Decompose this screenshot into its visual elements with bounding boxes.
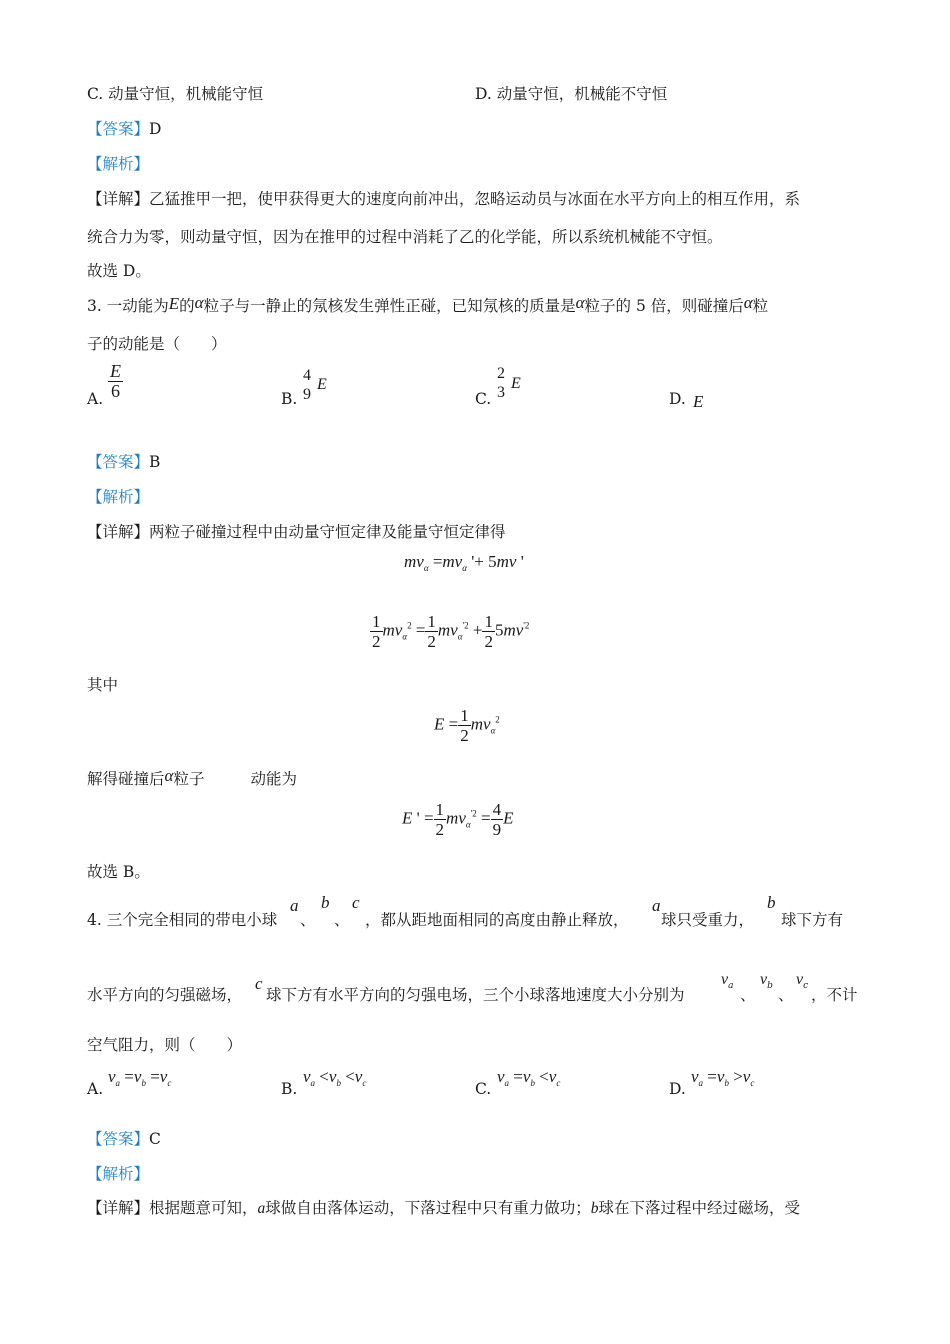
velocity-symbols: $v_a$ xyxy=(721,971,734,991)
kinetic-energy-equation: E = $\frac{1}{2}$ $mv_\alpha^2$ xyxy=(434,706,500,745)
answer-tag: 【答案】 xyxy=(87,1130,150,1148)
detail-line-2: 统合力为零，则动量守恒，因为在推甲的过程中消耗了乙的化学能，所以系统机械能不守恒。 xyxy=(87,228,723,246)
detail-line xyxy=(87,520,506,542)
solve-text: 粒子 xyxy=(173,770,205,788)
solve-line xyxy=(87,766,297,789)
option-b-label: B. xyxy=(281,1080,298,1098)
question-4-stem: 4. 三个完全相同的带电小球 xyxy=(87,911,278,929)
numerator: E xyxy=(110,361,121,381)
answer-line xyxy=(87,117,161,139)
analysis-tag: 【解析】 xyxy=(87,1165,150,1183)
answer-tag: 【答案】 xyxy=(87,453,150,471)
stem-text: 3. 一动能为 xyxy=(87,297,169,315)
question-4-stem-cont: ，都从距地面相同的高度由静止释放， xyxy=(365,911,629,929)
symbol-b: b xyxy=(321,893,330,912)
stem-text: 粒 xyxy=(752,297,769,315)
symbol-a: a xyxy=(652,896,661,915)
option-b-label: B. xyxy=(281,390,298,408)
denominator: 6 xyxy=(111,381,120,401)
numerator: 4 xyxy=(303,367,311,384)
option-d-symbol: E xyxy=(693,392,704,411)
denominator: 3 xyxy=(497,384,505,401)
question-4-line2: 水平方向的匀强磁场， xyxy=(87,986,243,1004)
analysis-tag: 【解析】 xyxy=(87,155,150,173)
separator: 、 xyxy=(778,986,794,1004)
answer-line xyxy=(87,1127,161,1149)
option-c-formula: $v_a =v_b <v_c$ xyxy=(497,1067,561,1088)
symbol-b: b xyxy=(590,1200,599,1217)
symbol-alpha: α xyxy=(164,766,174,785)
option-b-symbol: E xyxy=(317,376,327,393)
conclusion: 故选 B。 xyxy=(87,863,150,881)
option-b-formula: $v_a <v_b <v_c$ xyxy=(303,1067,367,1088)
option-c: C. 动量守恒，机械能守恒 xyxy=(87,85,264,103)
stem-text: 粒子与一静止的氖核发生弹性正碰，已知氖核的质量是 xyxy=(203,297,576,315)
answer-value: B xyxy=(149,453,161,471)
answer-line xyxy=(87,450,160,472)
stem-text: 粒子的 5 倍，则碰撞后 xyxy=(584,297,744,315)
question-4-line2-cont: 球下方有水平方向的匀强电场，三个小球落地速度大小分别为 xyxy=(266,986,685,1004)
option-c-label: C. xyxy=(475,1080,492,1098)
option-a-label: A. xyxy=(87,390,104,408)
answer-tag: 【答案】 xyxy=(87,120,150,138)
stem-text: 的 xyxy=(179,297,195,315)
question-4-stem-cont: 球只受重力， xyxy=(661,911,755,929)
symbol-c: c xyxy=(255,974,263,993)
symbol-a: a xyxy=(257,1200,266,1217)
question-3-stem-line2: 子的动能是（ ） xyxy=(87,335,227,353)
answer-value: C xyxy=(149,1130,161,1148)
option-c-fraction xyxy=(495,364,507,402)
detail-text: 乙猛推甲一把，使甲获得更大的速度向前冲出，忽略运动员与冰面在水平方向上的相互作用，系 xyxy=(149,190,801,208)
result-equation: E ' = $\frac{1}{2}$ $mv_\alpha^{'2}$ = $\frac{4}{9}$ E xyxy=(402,800,514,839)
option-a-fraction xyxy=(108,362,123,401)
symbol-b: b xyxy=(767,893,776,912)
numerator: 2 xyxy=(497,365,505,382)
detail-text: 球在下落过程中经过磁场，受 xyxy=(598,1199,801,1217)
symbol-alpha: α xyxy=(575,293,585,312)
denominator: 9 xyxy=(303,386,311,403)
question-3-stem xyxy=(87,293,768,316)
detail-tag: 【详解】 xyxy=(87,190,150,208)
solve-text: 解得碰撞后 xyxy=(87,770,165,788)
momentum-equation: $mv_\alpha =mv_\alpha$ '+ 5mv ' xyxy=(404,552,524,573)
option-c-symbol: E xyxy=(511,375,521,392)
question-4-stem-cont: 球下方有 xyxy=(781,911,844,929)
symbol-a: a xyxy=(290,896,299,915)
analysis-tag: 【解析】 xyxy=(87,488,150,506)
among-text: 其中 xyxy=(87,676,119,694)
conclusion: 故选 D。 xyxy=(87,262,151,280)
detail-text: 根据题意可知， xyxy=(149,1199,258,1217)
detail-line xyxy=(87,1196,800,1218)
detail-text: 球做自由落体运动，下落过程中只有重力做功； xyxy=(265,1199,591,1217)
detail-tag: 【详解】 xyxy=(87,1199,150,1217)
detail-tag: 【详解】 xyxy=(87,523,150,541)
option-b-fraction xyxy=(301,366,313,404)
option-d-label: D. xyxy=(669,1080,686,1098)
question-4-line2-cont: ，不计 xyxy=(811,986,858,1004)
solve-text: 动能为 xyxy=(250,770,297,788)
detail-text: 两粒子碰撞过程中由动量守恒定律及能量守恒定律得 xyxy=(149,523,506,541)
option-d-label: D. xyxy=(669,390,686,408)
answer-value: D xyxy=(149,120,162,138)
symbol-alpha: α xyxy=(194,293,204,312)
velocity-symbols: $v_c$ xyxy=(796,971,809,991)
option-d-formula: $v_a =v_b >v_c$ xyxy=(691,1067,755,1088)
symbol-c: c xyxy=(352,893,360,912)
energy-equation: $\frac{1}{2}$ $mv_\alpha^2$ = $\frac{1}{2}$ $mv_\alpha^{'2}$ + $\frac{1}{2}$ $5mv^{'2}$ xyxy=(372,612,530,651)
option-d: D. 动量守恒，机械能不守恒 xyxy=(475,85,668,103)
option-a-formula: $v_a =v_b =v_c$ xyxy=(108,1067,172,1088)
separator: 、 xyxy=(740,986,756,1004)
symbol-E: E xyxy=(168,294,180,313)
question-4-line3: 空气阻力，则（ ） xyxy=(87,1036,243,1054)
detail-line-1 xyxy=(87,187,800,209)
separator: 、 xyxy=(300,911,316,929)
option-a-label: A. xyxy=(87,1080,104,1098)
option-c-label: C. xyxy=(475,390,492,408)
velocity-symbols: $v_b$ xyxy=(760,971,773,991)
separator: 、 xyxy=(334,911,350,929)
symbol-alpha: α xyxy=(743,293,753,312)
